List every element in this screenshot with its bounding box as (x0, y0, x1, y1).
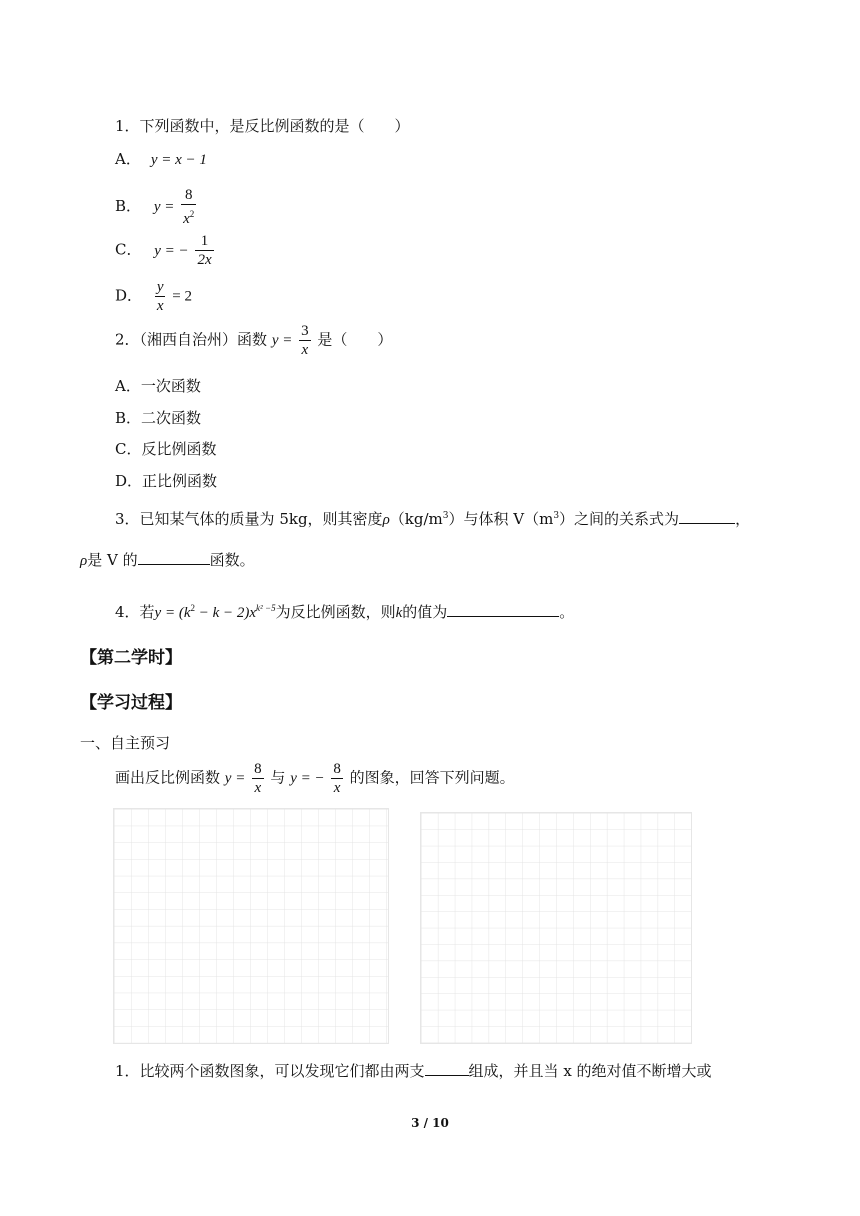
q1-a-label: A． (115, 150, 141, 168)
q1-d-denominator: x (156, 298, 164, 314)
q3-rho: ρ (382, 512, 390, 528)
q1-c-fraction (195, 232, 213, 269)
q1-option-c (115, 232, 216, 269)
graph-grid-right (420, 812, 692, 1044)
task-denominator-2: x (333, 780, 341, 796)
q4-prefix: 4．若 (115, 603, 155, 621)
q2-option-d: D．正比例函数 (115, 472, 218, 490)
q4-suffix1: 为反比例函数，则 (275, 603, 396, 621)
task-line (115, 760, 515, 797)
q3-sup-a: 3 (442, 511, 449, 521)
bottom-q1-answer-blank[interactable] (425, 1061, 469, 1076)
bottom-q1-part2: 组成，并且当 x 的绝对值不断增大或 (468, 1062, 712, 1080)
q3-line2-part1: 是 V 的 (87, 551, 138, 569)
q1-c-lhs: y = − (154, 242, 189, 259)
q3-part2: （kg/m (389, 510, 443, 528)
q4-expr: y = (k (154, 605, 191, 621)
q4-exponent: k² −5 (256, 603, 276, 613)
q3-part1: 3．已知某气体的质量为 5kg，则其密度 (115, 510, 383, 528)
q4-mid: − k − 2)x (194, 605, 257, 621)
task-denominator-1: x (254, 780, 262, 796)
q1-a-expr: y = x − 1 (150, 152, 207, 168)
heading-learning-process: 【学习过程】 (80, 693, 182, 713)
q4-end: 。 (559, 603, 575, 621)
q1-b-fraction (181, 186, 196, 228)
heading-second-period: 【第二学时】 (80, 648, 182, 668)
q1-d-numerator: y (156, 279, 164, 295)
q3-answer-blank-1[interactable] (679, 509, 735, 524)
q1-c-denominator: 2x (197, 252, 212, 268)
page-number: 3 / 10 (411, 1116, 449, 1130)
q3-line1 (115, 506, 750, 530)
q4-line (115, 598, 574, 623)
task-fraction-1 (252, 760, 264, 797)
q4-square: 2 (190, 603, 195, 613)
q1-d-label: D． (115, 286, 143, 305)
q2-stem-suffix: 是（ ） (317, 330, 393, 349)
q3-line2-part2: 函数。 (209, 551, 255, 569)
q1-b-denominator: x (183, 211, 190, 227)
graph-grid-left (113, 808, 389, 1044)
q1-option-d (115, 278, 192, 315)
task-lhs2: y = − (290, 770, 325, 787)
task-prefix: 画出反比例函数 (115, 768, 221, 787)
q4-suffix2: 的值为 (402, 603, 448, 621)
task-numerator-1: 8 (254, 761, 262, 777)
q2-option-b: B．二次函数 (115, 409, 202, 427)
q1-option-b (115, 186, 198, 228)
q4-answer-blank[interactable] (447, 602, 559, 617)
q2-denominator: x (301, 342, 309, 358)
q1-d-rhs: = 2 (172, 288, 192, 305)
q3-part5: ， (735, 510, 751, 528)
q1-b-den-exponent: 2 (189, 209, 195, 219)
q2-stem-prefix: 2．（湘西自治州）函数 (115, 330, 268, 349)
bottom-q1-part1: 1．比较两个函数图象，可以发现它们都由两支 (115, 1062, 425, 1080)
q1-d-fraction (155, 278, 166, 315)
q1-b-label: B． (115, 197, 142, 215)
q1-c-label: C． (115, 240, 142, 259)
q4-k: k (395, 605, 403, 621)
q2-stem (115, 322, 392, 359)
task-lhs1: y = (224, 770, 246, 787)
bottom-question-1 (115, 1061, 712, 1081)
q3-part4: ）之间的关系式为 (559, 510, 680, 528)
q1-stem: 1．下列函数中，是反比例函数的是（ ） (115, 117, 410, 135)
q2-option-a: A．一次函数 (115, 377, 201, 395)
task-numerator-2: 8 (333, 761, 341, 777)
task-fraction-2 (331, 760, 343, 797)
q2-lhs: y = (271, 332, 293, 349)
task-join: 与 (270, 768, 286, 787)
q1-option-a (115, 149, 207, 170)
q3-line2 (80, 550, 255, 571)
section-one-title: 一、自主预习 (80, 734, 171, 752)
q3-answer-blank-2[interactable] (138, 550, 210, 565)
q3-sup-b: 3 (553, 511, 560, 521)
q1-b-numerator: 8 (181, 186, 196, 205)
task-suffix: 的图象，回答下列问题。 (349, 768, 515, 787)
q3-line2-rho: ρ (80, 553, 88, 569)
q2-numerator: 3 (301, 323, 309, 339)
q2-fraction (299, 322, 311, 359)
q1-b-lhs: y = (153, 199, 175, 215)
q3-part3: ）与体积 V（m (448, 510, 554, 528)
q2-option-c: C．反比例函数 (115, 440, 217, 458)
q1-c-numerator: 1 (195, 232, 213, 251)
